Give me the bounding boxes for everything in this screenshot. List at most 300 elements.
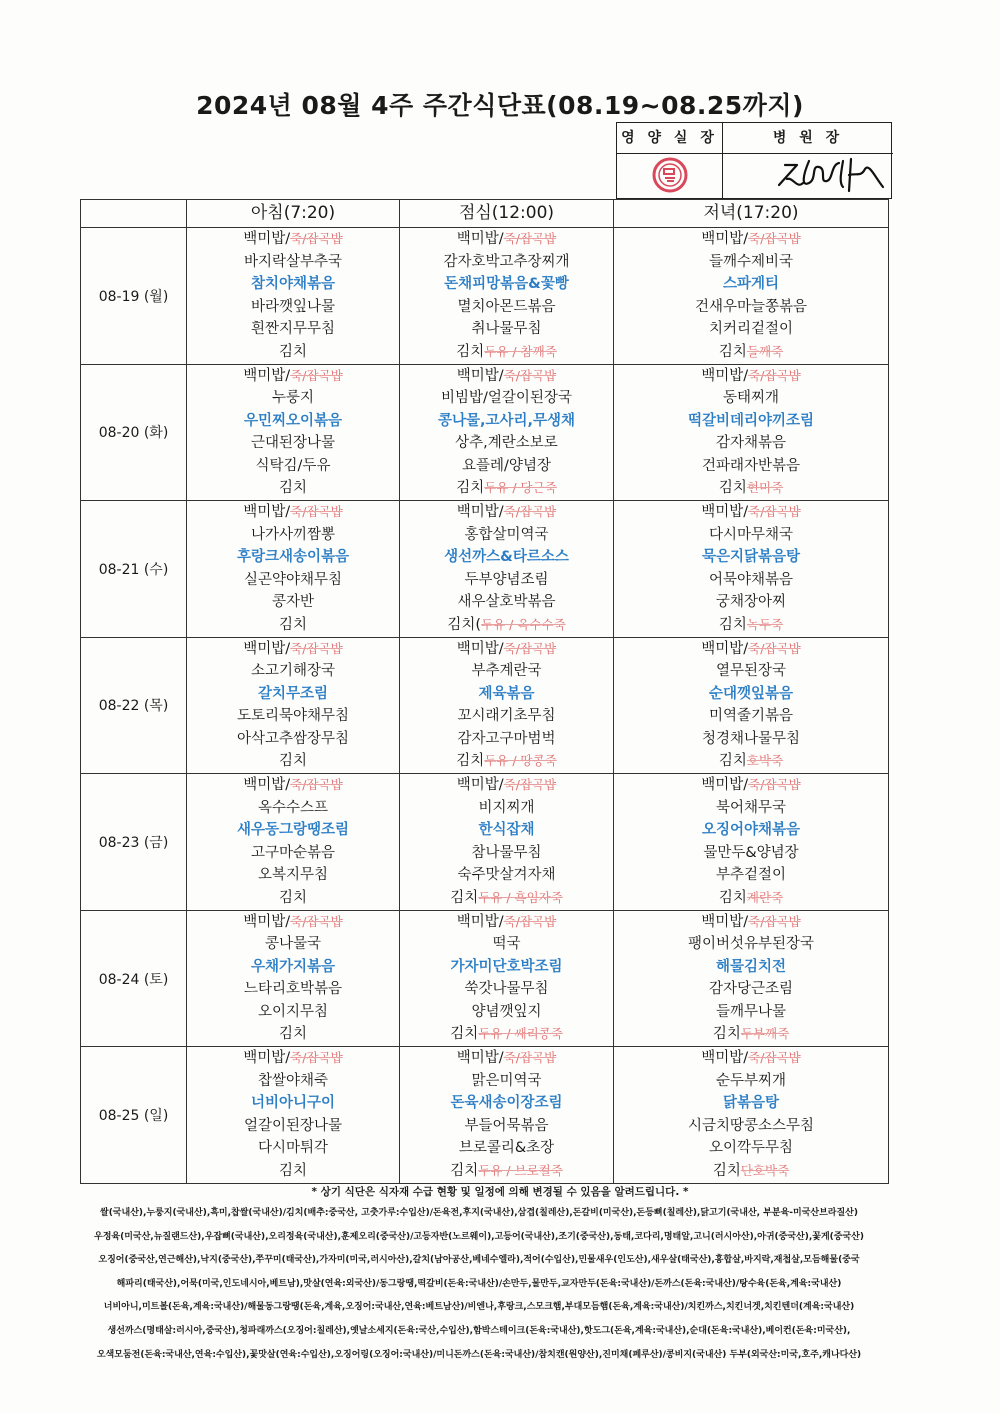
menu-item: [614, 864, 888, 887]
rice-alternative: 죽/잡곡밥: [503, 504, 557, 520]
menu-item-text: 감자채볶음: [715, 435, 787, 452]
menu-item-text: 양념깻잎지: [471, 1003, 542, 1020]
lunch-cell: [400, 774, 614, 911]
porridge-note: 녹두죽: [746, 616, 784, 632]
menu-item: [400, 614, 613, 637]
menu-item-text: 어묵야채볶음: [708, 571, 794, 588]
menu-item: [187, 750, 399, 773]
corner-cell: [81, 200, 187, 228]
menu-item-text: 찹쌀야채죽: [257, 1072, 329, 1089]
menu-item-text: 김치: [450, 889, 479, 906]
menu-item: [614, 432, 888, 455]
table-row: [81, 637, 889, 774]
menu-item: [614, 1023, 888, 1046]
menu-item: [400, 842, 613, 865]
menu-item: [614, 251, 888, 274]
main-dish: [614, 819, 888, 842]
menu-item: [614, 318, 888, 341]
menu-item: [614, 797, 888, 820]
menu-item-text: 비지찌개: [478, 799, 535, 816]
dinner-cell: [614, 364, 889, 501]
rice-line: [400, 1047, 613, 1070]
rice-alternative: 죽/잡곡밥: [748, 504, 801, 520]
menu-item-text: 홍합살미역국: [464, 526, 549, 543]
menu-item: [187, 341, 399, 364]
breakfast-header: 아침(7:20): [187, 200, 400, 228]
origin-line: 오색모둠전(돈육:국내산,연육:수입산),꽃맛살(연육:수입산),오징어링(오징어:국내산)/미니돈까스(돈육:국내산)/참치캔(원양산),진미채(페루산)/콩비지(국내산) 두부(외국산:미국,호주,캐나다산): [96, 1349, 862, 1360]
main-dish: [614, 1092, 888, 1115]
main-dish: [614, 546, 888, 569]
menu-item: [614, 614, 888, 637]
menu-item: [400, 1070, 613, 1093]
menu-item-text: 들깨수제비국: [708, 253, 794, 270]
rice-alternative: 죽/잡곡밥: [748, 777, 801, 793]
nutrition-stamp-icon: [652, 157, 688, 193]
menu-item-text: 건새우마늘쫑볶음: [694, 298, 808, 315]
menu-item-text: 후랑크새송이볶음: [236, 549, 350, 566]
lunch-cell: [400, 501, 614, 638]
menu-item: [187, 1160, 399, 1183]
menu-item-text: 미역줄기볶음: [708, 708, 794, 725]
rice-alternative: 죽/잡곡밥: [290, 913, 343, 929]
menu-item-text: 김치: [712, 1026, 741, 1043]
rice-line: [187, 501, 399, 524]
menu-item-text: 가자미단호박조림: [450, 958, 563, 975]
menu-item-text: 김치: [278, 343, 307, 360]
menu-item-text: 참나물무침: [471, 844, 542, 861]
porridge-note: 두부깨죽: [740, 1026, 790, 1042]
menu-item: [187, 524, 399, 547]
rice-line: [187, 1047, 399, 1070]
dinner-cell: [614, 228, 889, 365]
menu-item-text: 꼬시래기초무침: [457, 708, 556, 725]
menu-item-text: 취나물무침: [471, 321, 542, 337]
menu-item-text: 느타리호박볶음: [243, 981, 343, 998]
menu-item-text: 참치야채볶음: [250, 276, 336, 292]
main-dish: [614, 273, 888, 296]
menu-item: [614, 341, 888, 364]
main-dish: [400, 273, 613, 296]
main-dish: [614, 683, 888, 706]
menu-item: [400, 1160, 613, 1183]
rice-alternative: 죽/잡곡밥: [503, 231, 557, 246]
main-dish: [400, 683, 613, 706]
menu-item: [614, 1001, 888, 1024]
menu-item: [187, 591, 399, 614]
menu-item: [400, 387, 613, 410]
rice-alternative: 죽/잡곡밥: [290, 504, 343, 520]
porridge-note: 계란죽: [746, 889, 784, 905]
menu-item-text: 김치: [456, 343, 485, 360]
rice-main: 백미밥/: [243, 231, 291, 247]
rice-alternative: 죽/잡곡밥: [748, 367, 801, 383]
rice-line: [614, 1047, 888, 1070]
menu-item-text: 김치: [456, 753, 485, 770]
rice-line: [187, 228, 399, 251]
menu-item: [400, 1023, 613, 1046]
rice-alternative: 죽/잡곡밥: [290, 367, 343, 383]
rice-main: 백미밥/: [243, 1050, 291, 1067]
menu-item: [187, 797, 399, 820]
rice-alternative: 죽/잡곡밥: [290, 777, 343, 793]
menu-item: [614, 296, 888, 319]
menu-item-text: 순두부찌개: [715, 1072, 787, 1089]
main-dish: [187, 683, 399, 706]
menu-item-text: 부추계란국: [471, 663, 542, 680]
menu-item-text: 두부양념조림: [464, 571, 549, 588]
approval-box: [616, 122, 892, 199]
main-dish: [187, 819, 399, 842]
lunch-cell: [400, 1047, 614, 1184]
menu-item: [614, 455, 888, 478]
rice-alternative: 죽/잡곡밥: [290, 231, 343, 246]
rice-line: [187, 638, 399, 661]
menu-item-text: 들깨무나물: [715, 1003, 787, 1020]
rice-main: 백미밥/: [456, 1050, 504, 1067]
porridge-note: 호박죽: [746, 753, 784, 769]
menu-item-text: 시금치땅콩소스무침: [687, 1117, 815, 1134]
day-label: 08-25 (일): [81, 1047, 187, 1184]
main-dish: [400, 410, 613, 433]
menu-item-text: 바지락살부추국: [243, 253, 343, 270]
menu-item-text: 오이깍두무침: [708, 1140, 794, 1157]
rice-line: [187, 365, 399, 388]
menu-item: [614, 477, 888, 500]
menu-item-text: 소고기해장국: [250, 663, 336, 680]
menu-item: [187, 842, 399, 865]
rice-line: [614, 228, 888, 251]
menu-item: [187, 1001, 399, 1024]
day-label: 08-22 (목): [81, 637, 187, 774]
porridge-note: 현미죽: [746, 480, 784, 496]
nutrition-manager-header: 영 양 실 장: [617, 123, 722, 154]
menu-item: [614, 933, 888, 956]
menu-item: [400, 432, 613, 455]
menu-item-text: 김치: [278, 1026, 307, 1043]
menu-item-text: 동태찌개: [722, 390, 780, 407]
rice-main: 백미밥/: [701, 777, 749, 794]
menu-item-text: 김치: [278, 753, 307, 770]
menu-item-text: 닭볶음탕: [722, 1095, 780, 1112]
breakfast-cell: [187, 364, 400, 501]
menu-item-text: 물만두&양념장: [703, 844, 799, 861]
menu-item: [400, 1137, 613, 1160]
origin-line: 생선까스(명태살:러시아,중국산),청파래까스(오징어:칠레산),옛날소세지(돈육:국산,수입산),함박스테이크(돈육:국내산),핫도그(돈육,계육:국내산),순대(돈육:국내산),베이컨(돈육:미국산),: [107, 1325, 851, 1336]
menu-item: [400, 978, 613, 1001]
menu-item-text: 김치: [718, 889, 747, 906]
porridge-note: 두유 / 옥수수죽: [481, 616, 566, 632]
menu-item-text: 비빔밥/얼갈이된장국: [441, 390, 572, 407]
porridge-note: 두유 / 땅콩죽: [484, 753, 557, 769]
menu-item: [400, 318, 613, 341]
rice-alternative: 죽/잡곡밥: [748, 640, 801, 656]
porridge-note: 두유 / 브로컬죽: [478, 1162, 563, 1178]
menu-item: [400, 797, 613, 820]
porridge-note: 두유 / 참깨죽: [484, 343, 557, 359]
rice-main: 백미밥/: [456, 640, 504, 657]
menu-item: [400, 455, 613, 478]
menu-item-text: 다시마무채국: [708, 526, 794, 543]
rice-line: [400, 365, 613, 388]
menu-item: [187, 387, 399, 410]
main-dish: [400, 1092, 613, 1115]
main-dish: [187, 1092, 399, 1115]
origin-line: 쌀(국내산),누룽지(국내산),흑미,찹쌀(국내산)/김치(배추:중국산, 고춧가루:수입산)/돈육전,후지(국내산),삼겹(칠레산),돈갈비(미국산),돈등뼈(칠레산),닭고기(국내산, 부분육-미국산브라질산): [100, 1208, 858, 1218]
menu-item-text: 청경채나물무침: [701, 730, 801, 747]
dinner-cell: [614, 1047, 889, 1184]
menu-item: [400, 864, 613, 887]
menu-item: [614, 660, 888, 683]
menu-item-text: 감자고구마범벅: [457, 730, 556, 747]
menu-item: [614, 1160, 888, 1183]
menu-item: [400, 251, 613, 274]
porridge-note: 두유 / 흑임자죽: [478, 889, 563, 905]
menu-item-text: 떡국: [492, 936, 521, 953]
menu-item-text: 갈치무조림: [257, 685, 329, 702]
menu-item-text: 오징어야채볶음: [701, 822, 801, 839]
menu-item-text: 콩나물국: [264, 936, 322, 953]
menu-item: [614, 705, 888, 728]
menu-item: [400, 591, 613, 614]
menu-item-text: 한식잡채: [478, 822, 535, 839]
lunch-cell: [400, 910, 614, 1047]
origin-line: 오징어(중국산,연근해산),낙지(중국산),쭈꾸미(태국산),가자미(미국,러시아산),갈치(남아공산,베네수엘라),적어(수입산),민물새우(인도산),새우살(태국산),홍합살,바지락,재첩살,모듬해물(중국: [98, 1255, 860, 1266]
rice-line: [400, 911, 613, 934]
main-dish: [187, 273, 399, 296]
menu-item: [187, 569, 399, 592]
rice-main: 백미밥/: [456, 231, 504, 247]
menu-item-text: 부들어묵볶음: [464, 1117, 549, 1134]
menu-item-text: 떡갈비데리야끼조림: [687, 412, 815, 429]
breakfast-cell: [187, 910, 400, 1047]
rice-alternative: 죽/잡곡밥: [748, 913, 801, 929]
rice-alternative: 죽/잡곡밥: [748, 231, 801, 246]
menu-item: [614, 1115, 888, 1138]
menu-item: [614, 750, 888, 773]
page-title: 2024년 08월 4주 주간식단표(08.19~08.25까지): [196, 91, 804, 120]
menu-item: [400, 728, 613, 751]
rice-line: [400, 638, 613, 661]
menu-item-text: 순대깻잎볶음: [708, 685, 794, 702]
day-label: 08-23 (금): [81, 774, 187, 911]
menu-item: [614, 887, 888, 910]
rice-line: [614, 774, 888, 797]
menu-item-text: 아삭고추쌈장무침: [236, 730, 350, 747]
rice-main: 백미밥/: [243, 777, 291, 794]
lunch-header: 점심(12:00): [400, 200, 614, 228]
rice-alternative: 죽/잡곡밥: [503, 913, 557, 929]
menu-item: [187, 1115, 399, 1138]
menu-item-text: 다시마튀각: [257, 1140, 329, 1157]
menu-item: [400, 750, 613, 773]
rice-line: [400, 501, 613, 524]
menu-item-text: 김치: [718, 480, 747, 497]
menu-item-text: 브로콜리&초장: [458, 1140, 555, 1157]
menu-item: [400, 569, 613, 592]
porridge-note: 들깨죽: [746, 343, 784, 359]
dinner-cell: [614, 637, 889, 774]
menu-item-text: 김치: [718, 753, 747, 770]
menu-item-text: 멸치아몬드볶음: [457, 298, 556, 315]
rice-alternative: 죽/잡곡밥: [290, 1050, 343, 1066]
menu-item-text: 궁채장아찌: [715, 594, 787, 611]
menu-item: [400, 660, 613, 683]
rice-main: 백미밥/: [456, 367, 504, 384]
menu-item: [187, 728, 399, 751]
rice-alternative: 죽/잡곡밥: [503, 777, 557, 793]
dinner-cell: [614, 774, 889, 911]
rice-main: 백미밥/: [456, 504, 504, 521]
rice-line: [614, 638, 888, 661]
menu-item: [187, 864, 399, 887]
menu-item: [187, 455, 399, 478]
menu-item-text: 고구마순볶음: [250, 844, 336, 861]
main-dish: [614, 956, 888, 979]
menu-item-text: 생선까스&타르소스: [444, 549, 569, 566]
menu-item: [187, 477, 399, 500]
menu-item: [187, 705, 399, 728]
rice-main: 백미밥/: [701, 1050, 749, 1067]
day-label: 08-24 (토): [81, 910, 187, 1047]
rice-line: [400, 774, 613, 797]
breakfast-cell: [187, 228, 400, 365]
menu-item-text: 너비아니구이: [250, 1095, 336, 1112]
lunch-cell: [400, 364, 614, 501]
menu-item-text: 김치: [278, 616, 307, 633]
table-row: [81, 364, 889, 501]
menu-item-text: 쑥갓나물무침: [464, 981, 549, 998]
dinner-header: 저녁(17:20): [614, 200, 889, 228]
breakfast-cell: [187, 637, 400, 774]
menu-item-text: 김치: [278, 480, 307, 497]
menu-item: [187, 933, 399, 956]
menu-item: [614, 1137, 888, 1160]
menu-item-text: 실곤약야채무침: [243, 571, 343, 588]
rice-line: [614, 365, 888, 388]
menu-item-text: 북어채무국: [715, 799, 787, 816]
table-row: [81, 228, 889, 365]
menu-item: [187, 318, 399, 341]
main-dish: [187, 956, 399, 979]
table-row: [81, 1047, 889, 1184]
rice-main: 백미밥/: [243, 504, 291, 521]
table-row: [81, 501, 889, 638]
menu-item-text: 도토리묵야채무침: [236, 708, 350, 725]
menu-item: [400, 341, 613, 364]
menu-item: [400, 524, 613, 547]
main-dish: [187, 410, 399, 433]
menu-item: [187, 296, 399, 319]
menu-item: [400, 1115, 613, 1138]
rice-alternative: 죽/잡곡밥: [503, 1050, 557, 1066]
menu-item-text: 김치: [712, 1162, 741, 1179]
rice-alternative: 죽/잡곡밥: [290, 640, 343, 656]
day-label: 08-19 (월): [81, 228, 187, 365]
menu-item-text: 콩자반: [271, 594, 315, 611]
main-dish: [187, 546, 399, 569]
porridge-note: 단호박죽: [740, 1162, 790, 1178]
rice-main: 백미밥/: [701, 367, 749, 384]
menu-item-text: 김치: [450, 1026, 479, 1043]
rice-line: [400, 228, 613, 251]
menu-item-text: 감자호박고추장찌개: [443, 253, 570, 270]
menu-item: [400, 296, 613, 319]
menu-item-text: 요플레/양념장: [462, 457, 551, 474]
menu-item: [187, 614, 399, 637]
rice-line: [614, 501, 888, 524]
rice-line: [187, 774, 399, 797]
director-signature-icon: [757, 153, 892, 198]
menu-item: [187, 978, 399, 1001]
menu-item: [400, 477, 613, 500]
menu-item-text: 오이지무침: [257, 1003, 329, 1020]
menu-item: [614, 569, 888, 592]
rice-main: 백미밥/: [243, 640, 291, 657]
menu-item: [187, 1137, 399, 1160]
rice-alternative: 죽/잡곡밥: [503, 640, 557, 656]
menu-item-text: 김치: [456, 480, 485, 497]
rice-line: [614, 911, 888, 934]
menu-item-text: 흰짠지무무침: [250, 321, 336, 337]
menu-item-text: 건파래자반볶음: [701, 457, 801, 474]
menu-item: [187, 432, 399, 455]
porridge-note: 두유 / 쌔리콩죽: [478, 1026, 563, 1042]
day-label: 08-21 (수): [81, 501, 187, 638]
menu-item: [614, 728, 888, 751]
lunch-cell: [400, 637, 614, 774]
menu-item-text: 새우동그랑땡조림: [236, 822, 350, 839]
day-label: 08-20 (화): [81, 364, 187, 501]
menu-item-text: 팽이버섯유부된장국: [687, 936, 815, 953]
origin-line: 우정육(미국산,뉴질랜드산),우잡뼈(국내산),오리정육(국내산),훈제오리(중국산)/고등자반(노르웨이),고등어(국내산),조기(중국산),동태,코다리,명태알,고니(러시아산),아귀(중국산),꽃게(중국산): [94, 1231, 864, 1242]
menu-item: [614, 1070, 888, 1093]
menu-item-text: 나가사끼짬뽕: [250, 526, 336, 543]
menu-item: [400, 1001, 613, 1024]
menu-item: [187, 1023, 399, 1046]
menu-item-text: 김치: [278, 889, 307, 906]
menu-item-text: 바라깻잎나물: [250, 298, 336, 315]
breakfast-cell: [187, 774, 400, 911]
rice-main: 백미밥/: [243, 913, 291, 930]
menu-item-text: 맑은미역국: [471, 1072, 542, 1089]
menu-item-text: 감자당근조림: [708, 981, 794, 998]
rice-main: 백미밥/: [701, 913, 749, 930]
menu-item-text: 김치: [718, 616, 747, 633]
menu-item: [614, 387, 888, 410]
main-dish: [400, 546, 613, 569]
menu-item-text: 해물김치전: [715, 958, 787, 975]
approval-divider: [722, 153, 724, 198]
menu-item-text: 새우살호박볶음: [457, 594, 556, 611]
menu-item: [614, 524, 888, 547]
menu-item-text: 스파게티: [722, 276, 780, 292]
main-dish: [400, 819, 613, 842]
menu-item-text: 김치(: [447, 616, 482, 633]
change-notice: * 상기 식단은 식자재 수급 현황 및 일정에 의해 변경될 수 있음을 알려드립니다. *: [311, 1186, 689, 1198]
weekly-menu-table: [80, 199, 889, 1184]
rice-main: 백미밥/: [456, 913, 504, 930]
menu-item-text: 콩나물,고사리,무생채: [437, 412, 576, 429]
hospital-director-header: 병 원 장: [722, 123, 893, 154]
menu-item: [187, 660, 399, 683]
menu-item-text: 상추,계란소보로: [455, 435, 558, 452]
menu-item-text: 옥수수스프: [257, 799, 329, 816]
menu-item-text: 우민찌오이볶음: [243, 412, 343, 429]
menu-item: [614, 978, 888, 1001]
rice-main: 백미밥/: [701, 231, 749, 247]
menu-item-text: 치커리겉절이: [708, 321, 794, 337]
menu-item-text: 숙주맛살겨자채: [457, 867, 556, 884]
